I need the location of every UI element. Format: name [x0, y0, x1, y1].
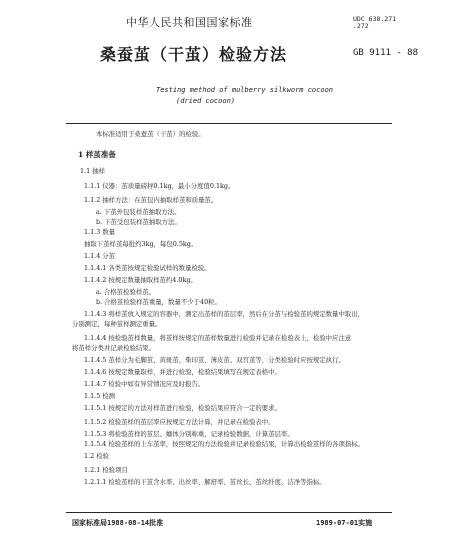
body-line: 1.1.1 仪器：茧质量磅秤0.1kg，最小分度值0.1kg。: [84, 182, 235, 190]
document-title: 桑蚕茧（干茧）检验方法: [100, 45, 288, 64]
body-line: 1.1.4.6 按规定数量取样，并进行检验，检验结果填写在规定表格中。: [84, 368, 281, 376]
body-line: 1.1.3 数量: [84, 228, 116, 236]
udc-code: UDC 638.271 .272: [353, 15, 397, 30]
issuing-country: 中华人民共和国国家标准: [126, 16, 253, 29]
body-line: 1.1.4.5 茧样分为毛脚茧、黄斑茧、柴印茧、薄皮茧、双宫茧等，分类检验时应按规定执行。: [84, 356, 345, 364]
body-line: 1.2.1.1 检验茧样的干茧含水率、出丝率、解舒率、茧丝长、茧丝纤度、洁净等指标。: [84, 478, 326, 486]
body-line: 1.1.5.1 按规定的方法对样茧进行检验，检验结果应符合一定的要求。: [84, 404, 281, 412]
intro-paragraph: 本标准适用于桑蚕茧（干茧）的检验。: [96, 130, 205, 138]
body-line: 1.1.2 抽样方法：在茧包内抽取样茧和质量茧。: [84, 196, 218, 204]
body-line: 1.1.4.3 将样茧放入规定的容器中，测定出茧样的茧层率，然后在分茧与检验茧的规定数量中取出，: [84, 310, 365, 318]
title-divider: [66, 123, 392, 124]
implementation-date: 1989-07-01实施: [316, 519, 373, 527]
body-line: b. 合格茧检验样茧重量，数量不少于40粒。: [96, 298, 221, 306]
body-line: 1.1.5.4 检验茧样的上车茧率，按照规定的方法检验并记录检验结果，计算出检验茧样的各项指标。: [84, 440, 365, 448]
body-line: a. 下茧外包装样茧抽取方法。: [96, 208, 181, 216]
body-line: 将茧样分类并记录检验结果。: [72, 344, 156, 352]
body-line: 1.1.5 检测: [84, 392, 116, 400]
body-line: 1.1.5.2 检验茧样的茧层率应按规定方法计算，并记录在检验表中。: [84, 418, 275, 426]
body-line: 1.1.4.2 按规定数量抽取样茧约4.0kg。: [84, 276, 197, 284]
body-line: 1.2.1 检验项目: [84, 466, 128, 474]
body-line: 1.1.4.4 按检验茧样数量，将茧样按规定的茧样数量进行检验并记录在检验表上，检验中应注意: [84, 334, 352, 342]
body-line: 1.1.4 分茧: [84, 252, 116, 260]
body-line: 1.2 检验: [84, 452, 109, 460]
approval-date: 国家标准局1988-08-14批准: [72, 519, 164, 527]
body-line: b. 下茧受包装样茧抽取方法。: [96, 218, 181, 226]
body-line: 1.1.4.7 检验中如有异常情况应及时报告。: [84, 380, 205, 388]
section-heading: 1 样茧准备: [78, 150, 116, 159]
english-title-line1: Testing method of mulberry silkworm cocoon: [156, 86, 334, 94]
body-line: 抽取下茧样茧每批约3kg，每包0.5kg。: [84, 240, 198, 248]
body-line: 1.1.5.3 将检验茧样的茧层、蛹体分别称重，记录检验数据，计算茧层率。: [84, 430, 294, 438]
footer-divider: [66, 512, 392, 513]
body-line: 1.1.4.1 各类茧按规定检验试样的数量检验。: [84, 264, 211, 272]
body-line: 分别测定，每种茧样测定重量。: [72, 320, 162, 328]
english-title-line2: (dried cocoon): [176, 97, 236, 105]
standard-number: GB 9111 - 88: [353, 48, 419, 58]
subsection-heading: 1.1 抽样: [80, 167, 105, 175]
body-line: a. 合格茧检验样茧。: [96, 288, 155, 296]
